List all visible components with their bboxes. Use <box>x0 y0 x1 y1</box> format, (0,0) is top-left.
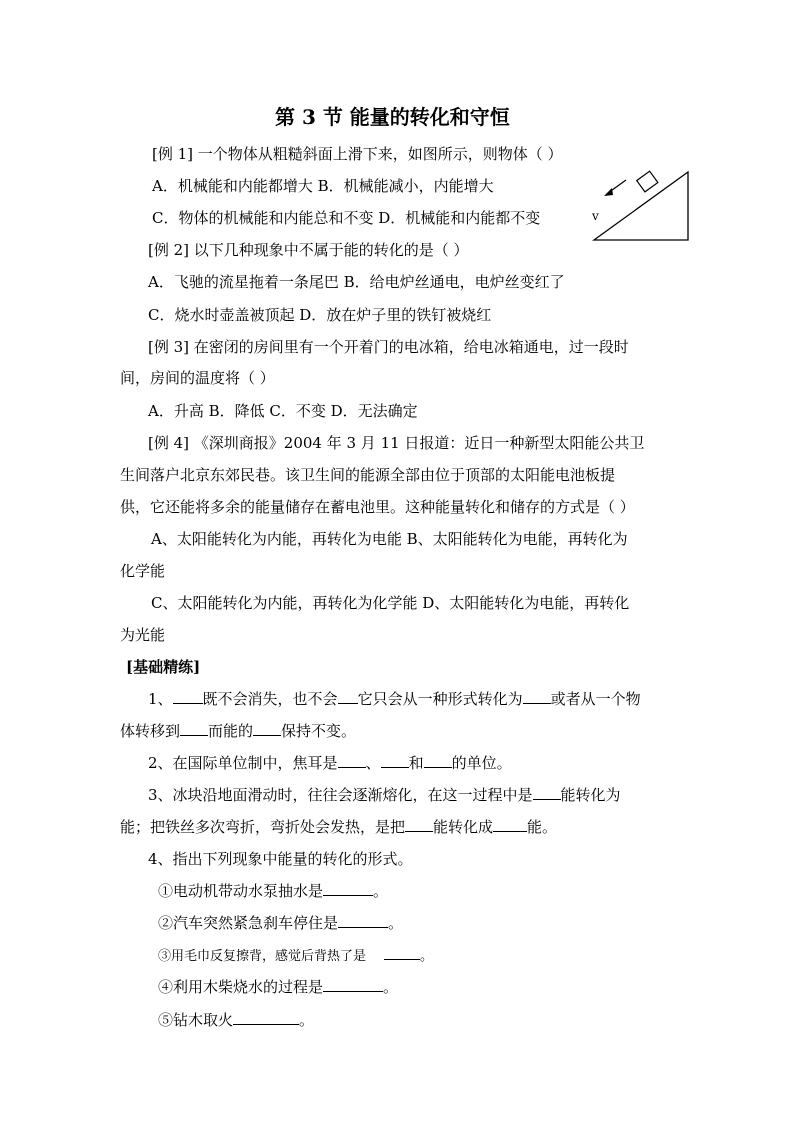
section-heading: [基础精练] <box>126 658 201 676</box>
velocity-label: v <box>592 209 599 223</box>
answer-blank[interactable] <box>338 689 358 704</box>
answer-blank[interactable] <box>381 753 409 768</box>
answer-blank[interactable] <box>405 817 433 832</box>
answer-blank[interactable] <box>523 689 551 704</box>
example-3-line-2: 间，房间的温度将（ ） <box>120 369 275 387</box>
answer-blank[interactable] <box>253 721 281 736</box>
example-4-option-ab-cont: 化学能 <box>120 562 166 580</box>
incline-diagram <box>588 166 692 244</box>
question-4-item-3: ③用毛巾反复擦背，感觉后背热了是 。 <box>158 945 433 967</box>
example-1-question: [例 1] 一个物体从粗糙斜面上滑下来，如图所示，则物体（ ） <box>152 145 563 163</box>
question-4-item-5: ⑤钻木取火 。 <box>158 1011 315 1029</box>
example-2-options-ab: A．飞驰的流星拖着一条尾巴 B．给电炉丝通电，电炉丝变红了 <box>148 273 565 291</box>
example-1-options-ab: A．机械能和内能都增大 B．机械能减小，内能增大 <box>152 177 494 195</box>
answer-blank[interactable] <box>424 753 452 768</box>
answer-blank[interactable] <box>180 721 208 736</box>
example-4-line-1: [例 4] 《深圳商报》2004 年 3 月 11 日报道：近日一种新型太阳能公共卫 <box>148 434 645 452</box>
velocity-arrow-head <box>604 188 613 196</box>
answer-blank[interactable] <box>173 689 203 704</box>
answer-blank[interactable] <box>323 977 383 992</box>
answer-blank[interactable] <box>493 817 527 832</box>
question-4-item-2: ②汽车突然紧急刹车停住是 。 <box>158 914 404 932</box>
answer-blank[interactable] <box>533 785 561 800</box>
example-4-option-cd: C、太阳能转化为内能，再转化为化学能 D、太阳能转化为电能，再转化 <box>151 594 630 612</box>
question-4-stem: 4、指出下列现象中能量的转化的形式。 <box>148 850 413 868</box>
question-1-line-1: 1、 既不会消失，也不会 它只会从一种形式转化为 或者从一个物 <box>148 690 641 708</box>
question-4-item-4: ④利用木柴烧水的过程是 。 <box>158 978 399 996</box>
answer-blank[interactable] <box>338 753 366 768</box>
answer-blank[interactable] <box>233 1010 299 1025</box>
question-4-item-1: ①电动机带动水泵抽水是 。 <box>158 882 389 900</box>
question-3-line-2: 能；把铁丝多次弯折，弯折处会发热，是把 能转化成 能。 <box>120 818 558 836</box>
page-title: 第 3 节 能量的转化和守恒 <box>275 105 510 129</box>
question-1-line-2: 体转移到 而能的 保持不变。 <box>120 722 357 740</box>
example-3-options: A．升高 B．降低 C．不变 D．无法确定 <box>148 402 418 420</box>
question-3-line-1: 3、冰块沿地面滑动时，往往会逐渐熔化，在这一过程中是 能转化为 <box>148 786 621 804</box>
question-2: 2、在国际单位制中，焦耳是 、 和 的单位。 <box>148 754 512 772</box>
example-4-line-2: 生间落户北京东郊民巷。该卫生间的能源全部由位于顶部的太阳能电池板提 <box>120 466 616 484</box>
example-2-question: [例 2] 以下几种现象中不属于能的转化的是（ ） <box>148 241 469 259</box>
example-1-options-cd: C．物体的机械能和内能总和不变 D．机械能和内能都不变 <box>152 209 541 227</box>
answer-blank[interactable] <box>338 913 388 928</box>
answer-blank[interactable] <box>384 945 420 960</box>
example-2-options-cd: C．烧水时壶盖被顶起 D．放在炉子里的铁钉被烧红 <box>148 306 492 324</box>
example-4-option-cd-cont: 为光能 <box>120 626 166 644</box>
example-3-line-1: [例 3] 在密闭的房间里有一个开着门的电冰箱，给电冰箱通电，过一段时 <box>148 338 629 356</box>
answer-blank[interactable] <box>323 881 373 896</box>
example-4-option-ab: A、太阳能转化为内能，再转化为电能 B、太阳能转化为电能，再转化为 <box>151 530 628 548</box>
sliding-block <box>637 171 658 192</box>
example-4-line-3: 供，它还能将多余的能量储存在蓄电池里。这种能量转化和储存的方式是（ ） <box>120 498 635 516</box>
